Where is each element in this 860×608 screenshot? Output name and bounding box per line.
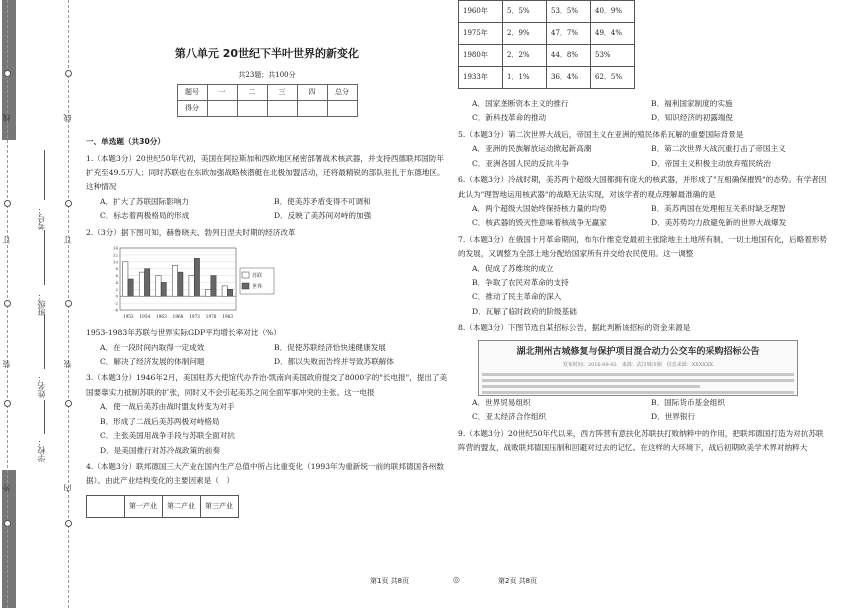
question-8: 8.（本题3分）下图节选自某招标公告，据此判断该招标的资金来源是 <box>458 323 691 333</box>
binding-mark-inner-middle: 订 <box>63 236 72 244</box>
x-tick-label: 1983 <box>222 314 234 320</box>
announcement-text-line <box>482 391 794 394</box>
y-tick-label: 4 <box>115 280 118 286</box>
y-tick-label: 8 <box>115 266 118 272</box>
table-cell: 62．5% <box>591 67 635 89</box>
y-tick-label: -4 <box>114 307 118 313</box>
table-cell: 5．5% <box>503 1 547 23</box>
bar-ussr <box>156 276 161 297</box>
bar-ussr <box>222 286 227 296</box>
y-tick-label: 2 <box>115 286 118 292</box>
option[interactable]: D．是美国推行对苏冷战政策的前奏 <box>100 445 220 455</box>
announcement-title: 湖北荆州古城修复与保护项目混合动力公交车的采购招标公告 <box>516 346 760 357</box>
legend-swatch <box>242 272 249 278</box>
question-3-options <box>86 400 448 458</box>
question-5-options <box>458 142 830 171</box>
question-9: 9.（本题3分）20世纪50年代以来，西方阵营有意扶化苏联扶打败纳粹中的作用，把联邦德国打造为对抗苏联阵营的盟友，战败联邦德国压制和回避对过去的记忆。在这样的大环境下，战后初期欧美学术界对纳粹大 <box>458 428 824 453</box>
binding-mark-middle: 订 <box>2 236 11 244</box>
question-1: 1.（本题3分）20世纪50年代初，美国在阿拉斯加和西欧地区秘密部署战术核武器，并支持西德联邦国防年扩充至49.5万人；同时苏联也在东欧加强战略核潜艇在北极加盟活动，还将最精锐的部队驻扎于东德地区。这种情况 <box>86 153 445 192</box>
question-3: 3.（本题3分）1946年2月，美国驻苏大使馆代办乔治·凯南向美国政府提交了8000字的"长电报"，提出了美国要靠实力抵制苏联的扩张，同时又不会引起美苏之间全面军事冲突的主张。这一电报 <box>86 373 448 397</box>
option[interactable]: C．核武器的毁灭性意味着核战争无赢家 <box>472 218 607 228</box>
table-cell: 40．9% <box>591 1 635 23</box>
table-cell: 49．4% <box>591 23 635 45</box>
binding-mark-outer-bottom: 外 <box>2 484 11 492</box>
table-cell: 36．4% <box>547 67 591 89</box>
table-cell: 1960年 <box>459 1 503 23</box>
option[interactable]: B．争取了农民对革命的支持 <box>472 278 569 288</box>
option[interactable]: A．在一段时间内取得一定成效 <box>100 342 205 352</box>
option[interactable]: C．新科技革命的推动 <box>472 113 547 123</box>
table-cell: 47．7% <box>547 23 591 45</box>
question-2: 2.（3分）据下图可知，赫鲁晓夫、勃列日涅夫时期的经济改革 <box>86 227 296 237</box>
bar-ussr <box>123 262 128 296</box>
x-tick-label: 1953 <box>122 314 134 320</box>
score-cell[interactable] <box>237 101 267 117</box>
option[interactable]: C．解决了经济发展的体制问题 <box>100 356 205 366</box>
table-cell: 1933年 <box>459 67 503 89</box>
y-tick-label: 0 <box>115 293 118 299</box>
binding-circle <box>4 520 11 527</box>
question-7-options <box>458 262 830 320</box>
chart-caption: 1953-1983年苏联与世界实际GDP平均增长率对比（%） <box>86 328 281 338</box>
name-label: 姓名： <box>37 374 46 398</box>
option[interactable]: B．第二次世界大战沉重打击了帝国主义 <box>651 144 786 154</box>
gdp-chart <box>104 244 276 324</box>
question-6: 6.（本题3分）冷战时期，美苏两个超级大国都拥有庞大的核武器，并形成了"互相确保摧毁"的态势。有学者因此认为"理智地运用核武器"的战略无法实现，对该学者的观点理解最准确的是 <box>458 175 827 199</box>
binding-circle <box>4 400 11 407</box>
binding-circle <box>65 400 72 407</box>
x-tick-label: 1968 <box>172 314 184 320</box>
y-tick-label: 10 <box>112 259 118 265</box>
page-separator-icon: ◎ <box>453 575 460 584</box>
tender-announcement-image <box>478 340 798 396</box>
school-field[interactable] <box>44 400 45 434</box>
score-row-label: 得分 <box>177 101 207 117</box>
page-2-column <box>458 0 830 608</box>
binding-mark-inner-top: 线 <box>63 114 72 122</box>
table-cell: 53% <box>591 45 635 67</box>
binding-mark-inner-outer: 内 <box>63 484 72 492</box>
bar-world <box>211 276 216 297</box>
table-header-cell: 第一产业 <box>125 495 163 517</box>
bar-world <box>161 283 166 297</box>
score-header: 二 <box>237 85 267 101</box>
exam-no-field[interactable] <box>44 150 45 200</box>
class-field[interactable] <box>44 230 45 285</box>
legend-label: 世界 <box>252 284 263 291</box>
option[interactable]: B．国际货币基金组织 <box>651 397 725 407</box>
bar-world <box>178 272 183 296</box>
y-tick-label: -2 <box>114 300 118 306</box>
option[interactable]: B．使美苏矛盾变得不可调和 <box>274 196 371 206</box>
score-header: 总分 <box>327 85 357 101</box>
industry-table-header <box>86 495 239 518</box>
binding-mark-top: 线 <box>2 114 11 122</box>
y-tick-label: 12 <box>112 252 118 258</box>
option[interactable]: A．国家垄断资本主义的推行 <box>472 99 569 108</box>
score-cell[interactable] <box>267 101 297 117</box>
table-row <box>459 1 635 23</box>
option[interactable]: A．两个超级大国始终保持核力量的均势 <box>472 203 607 213</box>
option[interactable]: A．使一战后美苏由战时盟友转变为对手 <box>100 402 235 412</box>
table-row <box>459 45 635 67</box>
option[interactable]: B．美苏两国在处理相互关系时缺乏理智 <box>651 203 786 213</box>
announcement-text-line <box>482 385 700 388</box>
y-tick-label: 14 <box>112 245 118 251</box>
binding-circle <box>65 200 72 207</box>
binding-circle <box>4 70 11 77</box>
bar-ussr <box>189 276 194 297</box>
table-cell: 1975年 <box>459 23 503 45</box>
bar-ussr <box>139 272 144 296</box>
option[interactable]: C．亚洲各国人民的反抗斗争 <box>472 158 569 168</box>
binding-circle <box>65 70 72 77</box>
option[interactable]: C．标志着两极格局的形成 <box>100 211 190 221</box>
page-number-left: 第1页 共8页 <box>370 577 410 585</box>
score-header: 三 <box>267 85 297 101</box>
table-row <box>459 67 635 89</box>
option[interactable]: D．帝国主义积极主动放弃殖民统治 <box>651 158 771 168</box>
question-4: 4.（本题3分）联邦德国三大产业在国内生产总值中所占比重变化（1993年为重新统一前的联邦德国各州数据）。由此产业结构变化的主要因素是（ ） <box>86 461 444 486</box>
question-5: 5.（本题3分）第二次世界大战后，帝国主义在亚洲的殖民体系瓦解的重要国际背景是 <box>458 129 744 139</box>
score-cell[interactable] <box>207 101 237 117</box>
page-1-column <box>86 0 448 608</box>
score-table <box>177 84 358 117</box>
option[interactable]: B．促使苏联经济恰快速健康发展 <box>274 342 386 352</box>
bar-world <box>128 279 133 296</box>
table-header-cell <box>87 495 125 517</box>
question-8-options <box>458 396 830 425</box>
table-cell: 1980年 <box>459 45 503 67</box>
y-tick-label: 6 <box>115 273 118 279</box>
option[interactable]: C．主张美国用战争手段与苏联全面对抗 <box>100 431 235 441</box>
option[interactable]: D．知识经济的初露端倪 <box>651 113 734 123</box>
option[interactable]: A．促成了苏维埃的成立 <box>472 263 554 273</box>
announcement-text-line <box>482 379 794 382</box>
class-label: 班级： <box>37 292 46 316</box>
table-cell: 44．8% <box>547 45 591 67</box>
gdp-chart-svg <box>104 244 276 324</box>
x-tick-label: 1973 <box>189 314 200 320</box>
option[interactable]: D．瓦解了临时政府的阶级基础 <box>472 306 577 316</box>
option[interactable]: A．扩大了苏联国际影响力 <box>100 196 190 206</box>
score-cell[interactable] <box>297 101 327 117</box>
bar-world <box>145 269 150 297</box>
option[interactable]: A．世界贸易组织 <box>472 397 531 407</box>
score-header: 一 <box>207 85 237 101</box>
question-1-options <box>86 195 448 224</box>
option[interactable]: B．福利国家制度的实施 <box>651 99 733 108</box>
score-header: 四 <box>297 85 327 101</box>
binding-circle <box>4 300 11 307</box>
binding-mark-inner-bottom: 装 <box>63 360 72 368</box>
x-tick-label: 1963 <box>156 314 167 320</box>
binding-margin <box>0 0 78 608</box>
binding-circle <box>4 200 11 207</box>
score-header: 题号 <box>177 85 207 101</box>
section-heading: 一、单选题（共30分） <box>86 137 165 147</box>
paper-subtitle: 共23题；共100分 <box>238 70 296 79</box>
question-6-options <box>458 202 830 231</box>
x-tick-label: 1954 <box>139 314 151 320</box>
x-tick-label: 1978 <box>205 314 217 320</box>
bar-ussr <box>206 289 211 296</box>
page-number-right: 第2页 共8页 <box>498 577 538 585</box>
announcement-text-line <box>482 373 794 376</box>
binding-circle <box>65 300 72 307</box>
option[interactable]: D．世界银行 <box>651 412 696 422</box>
table-cell: 53．5% <box>547 1 591 23</box>
option[interactable]: B．形成了二战后美苏两极对峙格局 <box>100 416 220 426</box>
legend-label: 苏联 <box>252 273 263 280</box>
option[interactable]: C．推动了民主革命的深入 <box>472 292 562 302</box>
option[interactable]: C．亚太经济合作组织 <box>472 412 547 422</box>
question-7: 7.（本题3分）在俄国十月革命期间，布尔什维克党最初主张除地主土地所有制，一切土地国有化，后略着形势的发展，又调整为全部土地分配给国家所有并交给农民使用。这一调整 <box>458 234 827 259</box>
score-cell[interactable] <box>327 101 357 117</box>
option[interactable]: D．反映了美苏间对峙的加强 <box>274 211 372 221</box>
binding-circle <box>65 520 72 527</box>
table-header-cell: 第二产业 <box>163 495 201 517</box>
table-cell: 1．1% <box>503 67 547 89</box>
name-field[interactable] <box>44 314 45 369</box>
table-header-cell: 第三产业 <box>201 495 239 517</box>
option[interactable]: D．美苏势均力敌避免新的世界大战爆发 <box>651 218 787 228</box>
bar-ussr <box>172 265 177 296</box>
binding-mark-bottom: 装 <box>2 360 11 368</box>
table-cell: 2．2% <box>503 45 547 67</box>
option[interactable]: D．都以失败而告终并导致苏联解体 <box>274 356 394 366</box>
option[interactable]: A．亚洲的民族解放运动掀起新高潮 <box>472 144 592 154</box>
school-label: 学校： <box>37 438 46 462</box>
paper-title: 第八单元 20世纪下半叶世界的新变化 <box>174 47 360 60</box>
legend-swatch <box>242 283 249 289</box>
announcement-meta: 发布时间：2016-09-02 来源：武汉城市圈 信息来源：XXXXXX <box>562 361 714 368</box>
table-cell: 2．9% <box>503 23 547 45</box>
question-4-options <box>458 97 830 126</box>
bar-world <box>227 289 232 296</box>
question-2-options <box>86 341 448 370</box>
bar-world <box>194 258 199 296</box>
table-row <box>459 23 635 45</box>
industry-table-body <box>458 0 635 89</box>
exam-no-label: 考号： <box>37 206 46 230</box>
